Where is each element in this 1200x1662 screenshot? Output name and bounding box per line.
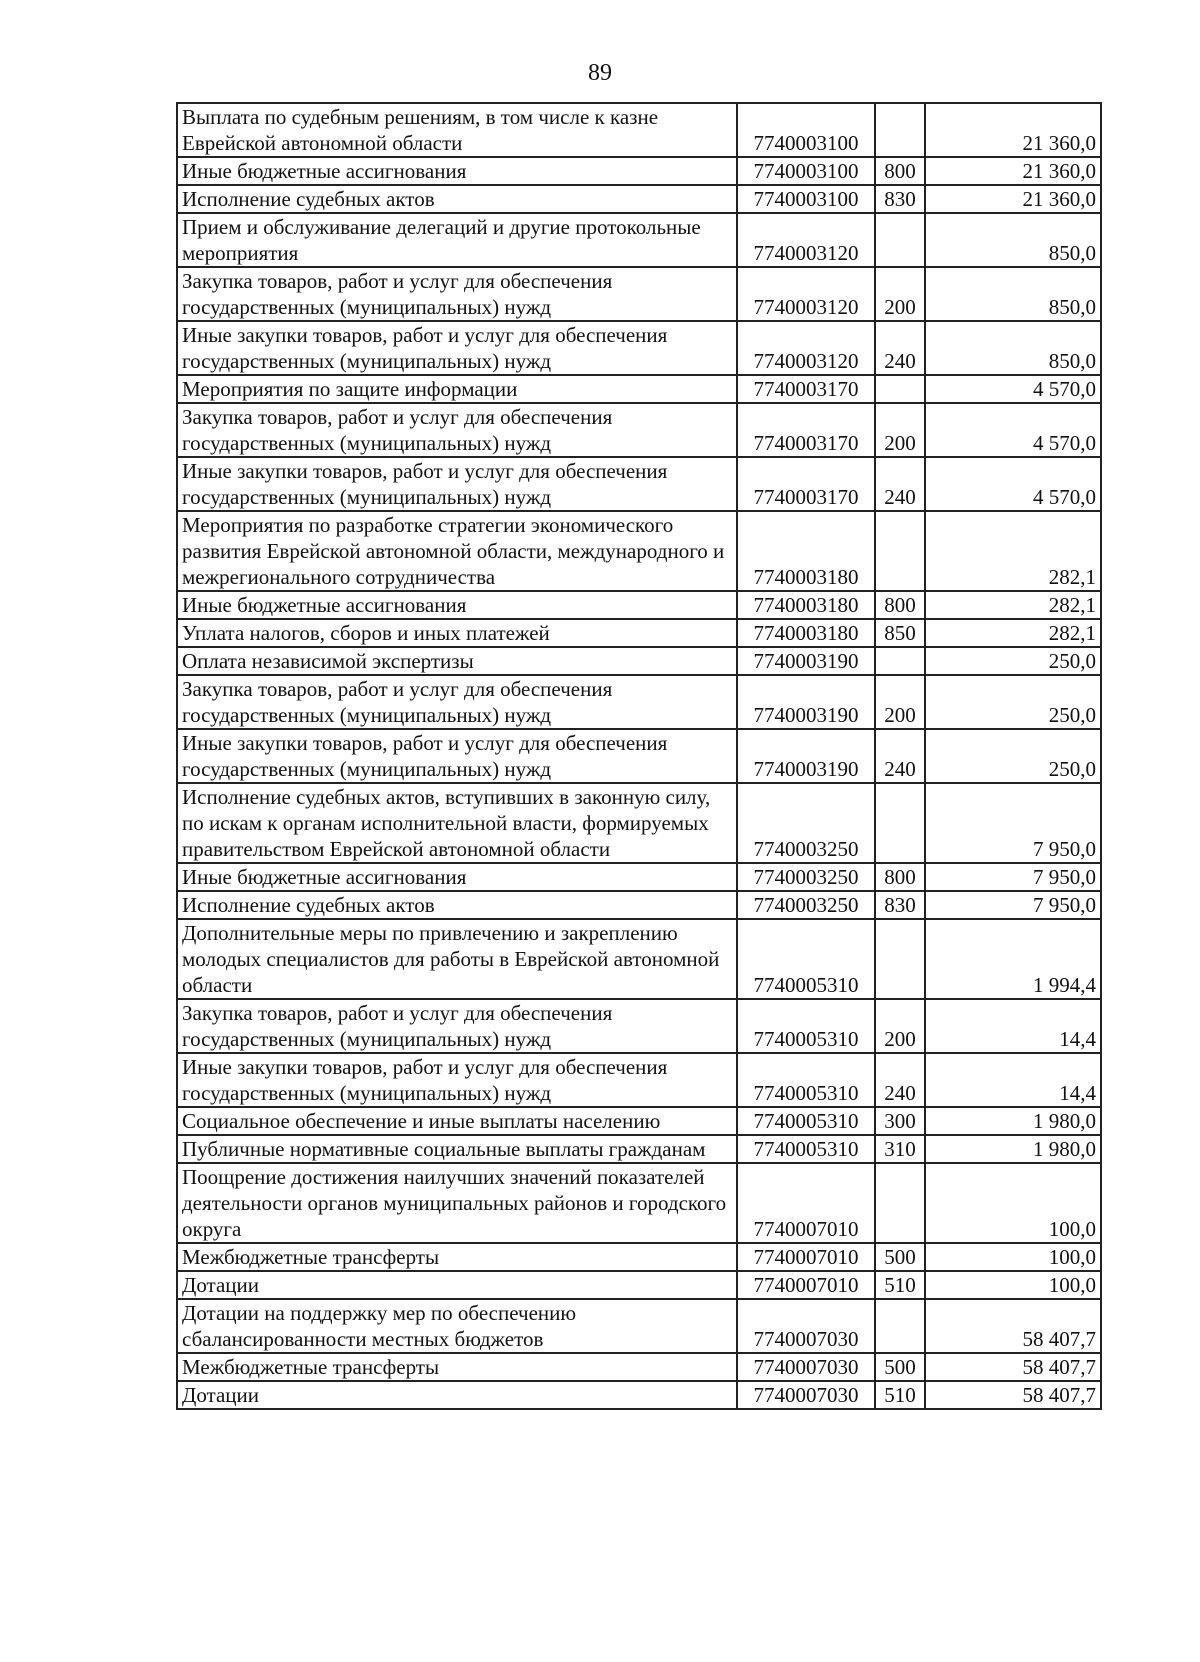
target-code-cell: 7740005310 bbox=[737, 1053, 875, 1107]
table-row bbox=[177, 619, 1101, 647]
expense-type-cell: 830 bbox=[875, 185, 925, 213]
amount-cell: 4 570,0 bbox=[925, 375, 1101, 403]
expense-name-cell: Иные закупки товаров, работ и услуг для обеспечения государственных (муниципальных) нужд bbox=[177, 729, 737, 783]
table-row bbox=[177, 1243, 1101, 1271]
table-row bbox=[177, 675, 1101, 729]
table-row bbox=[177, 1053, 1101, 1107]
expense-type-cell: 500 bbox=[875, 1243, 925, 1271]
expense-type-cell: 510 bbox=[875, 1381, 925, 1409]
table-row bbox=[177, 103, 1101, 157]
amount-cell: 21 360,0 bbox=[925, 103, 1101, 157]
expense-type-cell bbox=[875, 103, 925, 157]
target-code-cell: 7740003120 bbox=[737, 267, 875, 321]
table-row bbox=[177, 1271, 1101, 1299]
expense-type-cell: 310 bbox=[875, 1135, 925, 1163]
amount-cell: 1 980,0 bbox=[925, 1107, 1101, 1135]
table-row bbox=[177, 1299, 1101, 1353]
table-row bbox=[177, 1353, 1101, 1381]
amount-cell: 7 950,0 bbox=[925, 783, 1101, 863]
table-row bbox=[177, 783, 1101, 863]
expense-type-cell bbox=[875, 919, 925, 999]
amount-cell: 850,0 bbox=[925, 321, 1101, 375]
page-number: 89 bbox=[588, 60, 612, 86]
target-code-cell: 7740003190 bbox=[737, 729, 875, 783]
amount-cell: 4 570,0 bbox=[925, 457, 1101, 511]
expense-type-cell: 800 bbox=[875, 157, 925, 185]
expense-name-cell: Иные бюджетные ассигнования bbox=[177, 157, 737, 185]
table-row bbox=[177, 647, 1101, 675]
target-code-cell: 7740003180 bbox=[737, 619, 875, 647]
expense-type-cell bbox=[875, 213, 925, 267]
expense-name-cell: Дотации на поддержку мер по обеспечению сбалансированности местных бюджетов bbox=[177, 1299, 737, 1353]
expense-type-cell: 240 bbox=[875, 457, 925, 511]
expense-type-cell: 200 bbox=[875, 403, 925, 457]
target-code-cell: 7740003170 bbox=[737, 375, 875, 403]
target-code-cell: 7740003180 bbox=[737, 591, 875, 619]
expense-type-cell: 240 bbox=[875, 321, 925, 375]
expense-name-cell: Исполнение судебных актов, вступивших в законную силу, по искам к органам исполнительной власти, формируемых правительством Еврейской автономной области bbox=[177, 783, 737, 863]
expense-name-cell: Мероприятия по защите информации bbox=[177, 375, 737, 403]
amount-cell: 250,0 bbox=[925, 647, 1101, 675]
expense-name-cell: Дотации bbox=[177, 1271, 737, 1299]
amount-cell: 7 950,0 bbox=[925, 891, 1101, 919]
expense-name-cell: Дополнительные меры по привлечению и закреплению молодых специалистов для работы в Еврейской автономной области bbox=[177, 919, 737, 999]
expense-type-cell: 200 bbox=[875, 267, 925, 321]
expense-type-cell bbox=[875, 375, 925, 403]
table-row bbox=[177, 1163, 1101, 1243]
amount-cell: 7 950,0 bbox=[925, 863, 1101, 891]
expense-name-cell: Иные бюджетные ассигнования bbox=[177, 863, 737, 891]
target-code-cell: 7740005310 bbox=[737, 1107, 875, 1135]
table-row bbox=[177, 267, 1101, 321]
expense-type-cell: 200 bbox=[875, 675, 925, 729]
amount-cell: 100,0 bbox=[925, 1271, 1101, 1299]
table-row bbox=[177, 891, 1101, 919]
target-code-cell: 7740003190 bbox=[737, 647, 875, 675]
target-code-cell: 7740003100 bbox=[737, 185, 875, 213]
table-row bbox=[177, 591, 1101, 619]
target-code-cell: 7740007010 bbox=[737, 1271, 875, 1299]
expense-type-cell: 240 bbox=[875, 729, 925, 783]
target-code-cell: 7740003180 bbox=[737, 511, 875, 591]
amount-cell: 14,4 bbox=[925, 1053, 1101, 1107]
expense-name-cell: Закупка товаров, работ и услуг для обеспечения государственных (муниципальных) нужд bbox=[177, 403, 737, 457]
expense-name-cell: Иные закупки товаров, работ и услуг для обеспечения государственных (муниципальных) нужд bbox=[177, 457, 737, 511]
expense-name-cell: Межбюджетные трансферты bbox=[177, 1353, 737, 1381]
amount-cell: 1 980,0 bbox=[925, 1135, 1101, 1163]
target-code-cell: 7740003170 bbox=[737, 457, 875, 511]
expense-name-cell: Иные закупки товаров, работ и услуг для обеспечения государственных (муниципальных) нужд bbox=[177, 321, 737, 375]
amount-cell: 850,0 bbox=[925, 213, 1101, 267]
amount-cell: 58 407,7 bbox=[925, 1381, 1101, 1409]
amount-cell: 250,0 bbox=[925, 729, 1101, 783]
expense-name-cell: Закупка товаров, работ и услуг для обеспечения государственных (муниципальных) нужд bbox=[177, 675, 737, 729]
target-code-cell: 7740003250 bbox=[737, 863, 875, 891]
target-code-cell: 7740005310 bbox=[737, 999, 875, 1053]
amount-cell: 1 994,4 bbox=[925, 919, 1101, 999]
expense-name-cell: Публичные нормативные социальные выплаты гражданам bbox=[177, 1135, 737, 1163]
amount-cell: 4 570,0 bbox=[925, 403, 1101, 457]
table-row bbox=[177, 863, 1101, 891]
amount-cell: 282,1 bbox=[925, 591, 1101, 619]
target-code-cell: 7740003100 bbox=[737, 103, 875, 157]
target-code-cell: 7740007010 bbox=[737, 1163, 875, 1243]
table-row bbox=[177, 729, 1101, 783]
expense-name-cell: Оплата независимой экспертизы bbox=[177, 647, 737, 675]
table-row bbox=[177, 1107, 1101, 1135]
amount-cell: 58 407,7 bbox=[925, 1353, 1101, 1381]
target-code-cell: 7740003190 bbox=[737, 675, 875, 729]
amount-cell: 250,0 bbox=[925, 675, 1101, 729]
expense-name-cell: Мероприятия по разработке стратегии экономического развития Еврейской автономной области, международного и межрегионального сотрудничества bbox=[177, 511, 737, 591]
expense-name-cell: Исполнение судебных актов bbox=[177, 891, 737, 919]
expense-name-cell: Прием и обслуживание делегаций и другие протокольные мероприятия bbox=[177, 213, 737, 267]
target-code-cell: 7740005310 bbox=[737, 1135, 875, 1163]
amount-cell: 100,0 bbox=[925, 1243, 1101, 1271]
expense-type-cell: 830 bbox=[875, 891, 925, 919]
target-code-cell: 7740003100 bbox=[737, 157, 875, 185]
expense-type-cell: 500 bbox=[875, 1353, 925, 1381]
expense-type-cell: 800 bbox=[875, 863, 925, 891]
table-row bbox=[177, 403, 1101, 457]
amount-cell: 21 360,0 bbox=[925, 157, 1101, 185]
table-row bbox=[177, 1135, 1101, 1163]
expense-type-cell bbox=[875, 647, 925, 675]
table-row bbox=[177, 185, 1101, 213]
amount-cell: 14,4 bbox=[925, 999, 1101, 1053]
expense-type-cell: 300 bbox=[875, 1107, 925, 1135]
expense-name-cell: Социальное обеспечение и иные выплаты населению bbox=[177, 1107, 737, 1135]
target-code-cell: 7740007030 bbox=[737, 1353, 875, 1381]
expense-type-cell bbox=[875, 1163, 925, 1243]
expense-type-cell: 850 bbox=[875, 619, 925, 647]
amount-cell: 282,1 bbox=[925, 511, 1101, 591]
expense-type-cell bbox=[875, 783, 925, 863]
expense-name-cell: Закупка товаров, работ и услуг для обеспечения государственных (муниципальных) нужд bbox=[177, 999, 737, 1053]
table-row bbox=[177, 375, 1101, 403]
target-code-cell: 7740007030 bbox=[737, 1381, 875, 1409]
expense-name-cell: Уплата налогов, сборов и иных платежей bbox=[177, 619, 737, 647]
amount-cell: 21 360,0 bbox=[925, 185, 1101, 213]
budget-table-body bbox=[177, 103, 1101, 1409]
expense-name-cell: Межбюджетные трансферты bbox=[177, 1243, 737, 1271]
target-code-cell: 7740003250 bbox=[737, 891, 875, 919]
table-row bbox=[177, 157, 1101, 185]
amount-cell: 100,0 bbox=[925, 1163, 1101, 1243]
amount-cell: 850,0 bbox=[925, 267, 1101, 321]
expense-name-cell: Иные закупки товаров, работ и услуг для обеспечения государственных (муниципальных) нужд bbox=[177, 1053, 737, 1107]
table-row bbox=[177, 321, 1101, 375]
expense-name-cell: Выплата по судебным решениям, в том числе к казне Еврейской автономной области bbox=[177, 103, 737, 157]
table-row bbox=[177, 999, 1101, 1053]
expense-type-cell: 200 bbox=[875, 999, 925, 1053]
table-row bbox=[177, 511, 1101, 591]
expense-name-cell: Дотации bbox=[177, 1381, 737, 1409]
target-code-cell: 7740003170 bbox=[737, 403, 875, 457]
amount-cell: 58 407,7 bbox=[925, 1299, 1101, 1353]
expense-type-cell: 800 bbox=[875, 591, 925, 619]
expense-type-cell: 510 bbox=[875, 1271, 925, 1299]
table-row bbox=[177, 1381, 1101, 1409]
expense-name-cell: Поощрение достижения наилучших значений показателей деятельности органов муниципальных районов и городского округа bbox=[177, 1163, 737, 1243]
table-row bbox=[177, 457, 1101, 511]
target-code-cell: 7740003120 bbox=[737, 321, 875, 375]
target-code-cell: 7740007010 bbox=[737, 1243, 875, 1271]
target-code-cell: 7740003250 bbox=[737, 783, 875, 863]
expense-name-cell: Исполнение судебных актов bbox=[177, 185, 737, 213]
expense-name-cell: Закупка товаров, работ и услуг для обеспечения государственных (муниципальных) нужд bbox=[177, 267, 737, 321]
table-row bbox=[177, 919, 1101, 999]
target-code-cell: 7740005310 bbox=[737, 919, 875, 999]
target-code-cell: 7740003120 bbox=[737, 213, 875, 267]
table-row bbox=[177, 213, 1101, 267]
budget-table bbox=[176, 102, 1102, 1410]
amount-cell: 282,1 bbox=[925, 619, 1101, 647]
expense-type-cell bbox=[875, 511, 925, 591]
target-code-cell: 7740007030 bbox=[737, 1299, 875, 1353]
expense-type-cell: 240 bbox=[875, 1053, 925, 1107]
expense-type-cell bbox=[875, 1299, 925, 1353]
expense-name-cell: Иные бюджетные ассигнования bbox=[177, 591, 737, 619]
